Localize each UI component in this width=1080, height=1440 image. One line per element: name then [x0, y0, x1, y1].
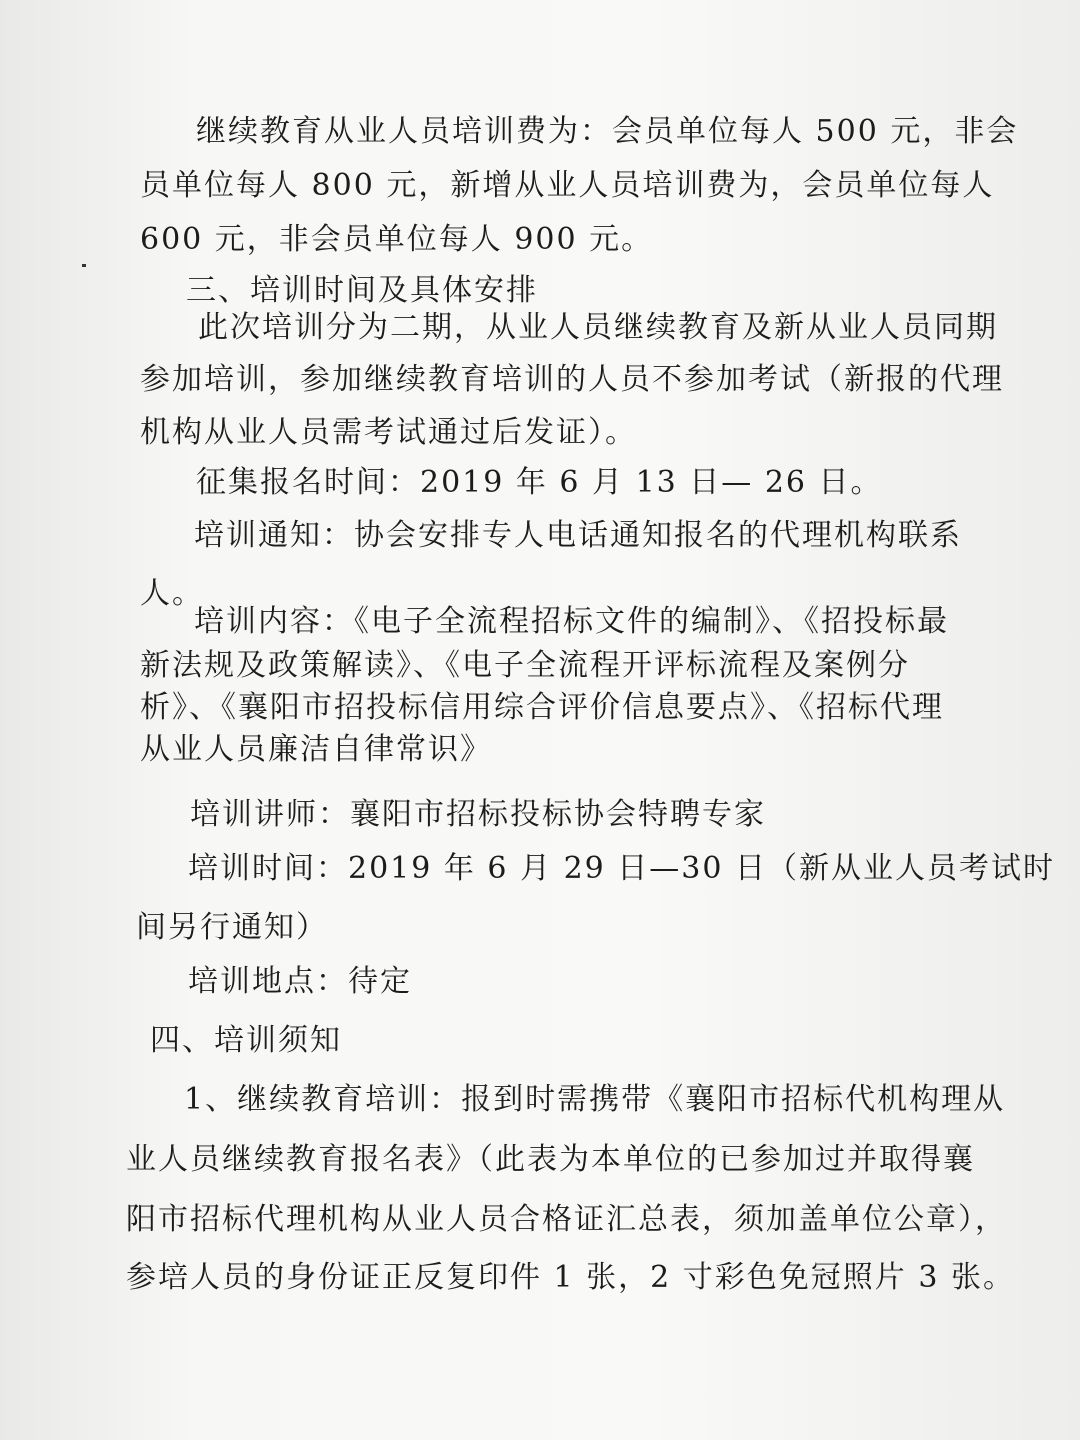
requirement-line-1: 1、继续教育培训：报到时需携带《襄阳市招标代机构理从	[184, 1082, 1006, 1117]
lecturer-line: 培训讲师：襄阳市招标投标协会特聘专家	[190, 797, 766, 832]
intro-line-1: 此次培训分为二期，从业人员继续教育及新从业人员同期	[198, 310, 998, 345]
content-line-4: 从业人员廉洁自律常识》	[140, 732, 492, 767]
requirement-line-2: 业人员继续教育报名表》（此表为本单位的已参加过并取得襄	[126, 1142, 975, 1177]
registration-time: 征集报名时间：2019 年 6 月 13 日— 26 日。	[196, 465, 883, 500]
requirement-line-3: 阳市招标代理机构从业人员合格证汇总表，须加盖单位公章），	[126, 1202, 1007, 1237]
fee-line-2: 员单位每人 800 元，新增从业人员培训费为，会员单位每人	[140, 168, 995, 203]
section-3-heading: 三、培训时间及具体安排	[186, 273, 538, 308]
notice-line-1: 培训通知：协会安排专人电话通知报名的代理机构联系	[194, 518, 962, 553]
time-line-2: 间另行通知）	[136, 910, 328, 945]
notice-line-2: 人。	[140, 576, 204, 611]
fee-line-3: 600 元，非会员单位每人 900 元。	[140, 222, 654, 257]
requirement-line-4: 参培人员的身份证正反复印件 1 张，2 寸彩色免冠照片 3 张。	[126, 1260, 1015, 1295]
time-line-1: 培训时间：2019 年 6 月 29 日—30 日（新从业人员考试时	[188, 851, 1055, 886]
intro-line-2: 参加培训，参加继续教育培训的人员不参加考试（新报的代理	[140, 362, 1004, 397]
content-line-3: 析》、《襄阳市招投标信用综合评价信息要点》、《招标代理	[140, 690, 944, 725]
fee-line-1: 继续教育从业人员培训费为：会员单位每人 500 元，非会	[196, 114, 1019, 149]
scan-speck	[82, 264, 86, 267]
content-line-2: 新法规及政策解读》、《电子全流程开评标流程及案例分	[140, 648, 910, 683]
content-line-1: 培训内容：《电子全流程招标文件的编制》、《招投标最	[194, 604, 949, 639]
section-4-heading: 四、培训须知	[150, 1023, 342, 1058]
location-line: 培训地点：待定	[188, 964, 412, 999]
intro-line-3: 机构从业人员需考试通过后发证）。	[140, 415, 637, 450]
